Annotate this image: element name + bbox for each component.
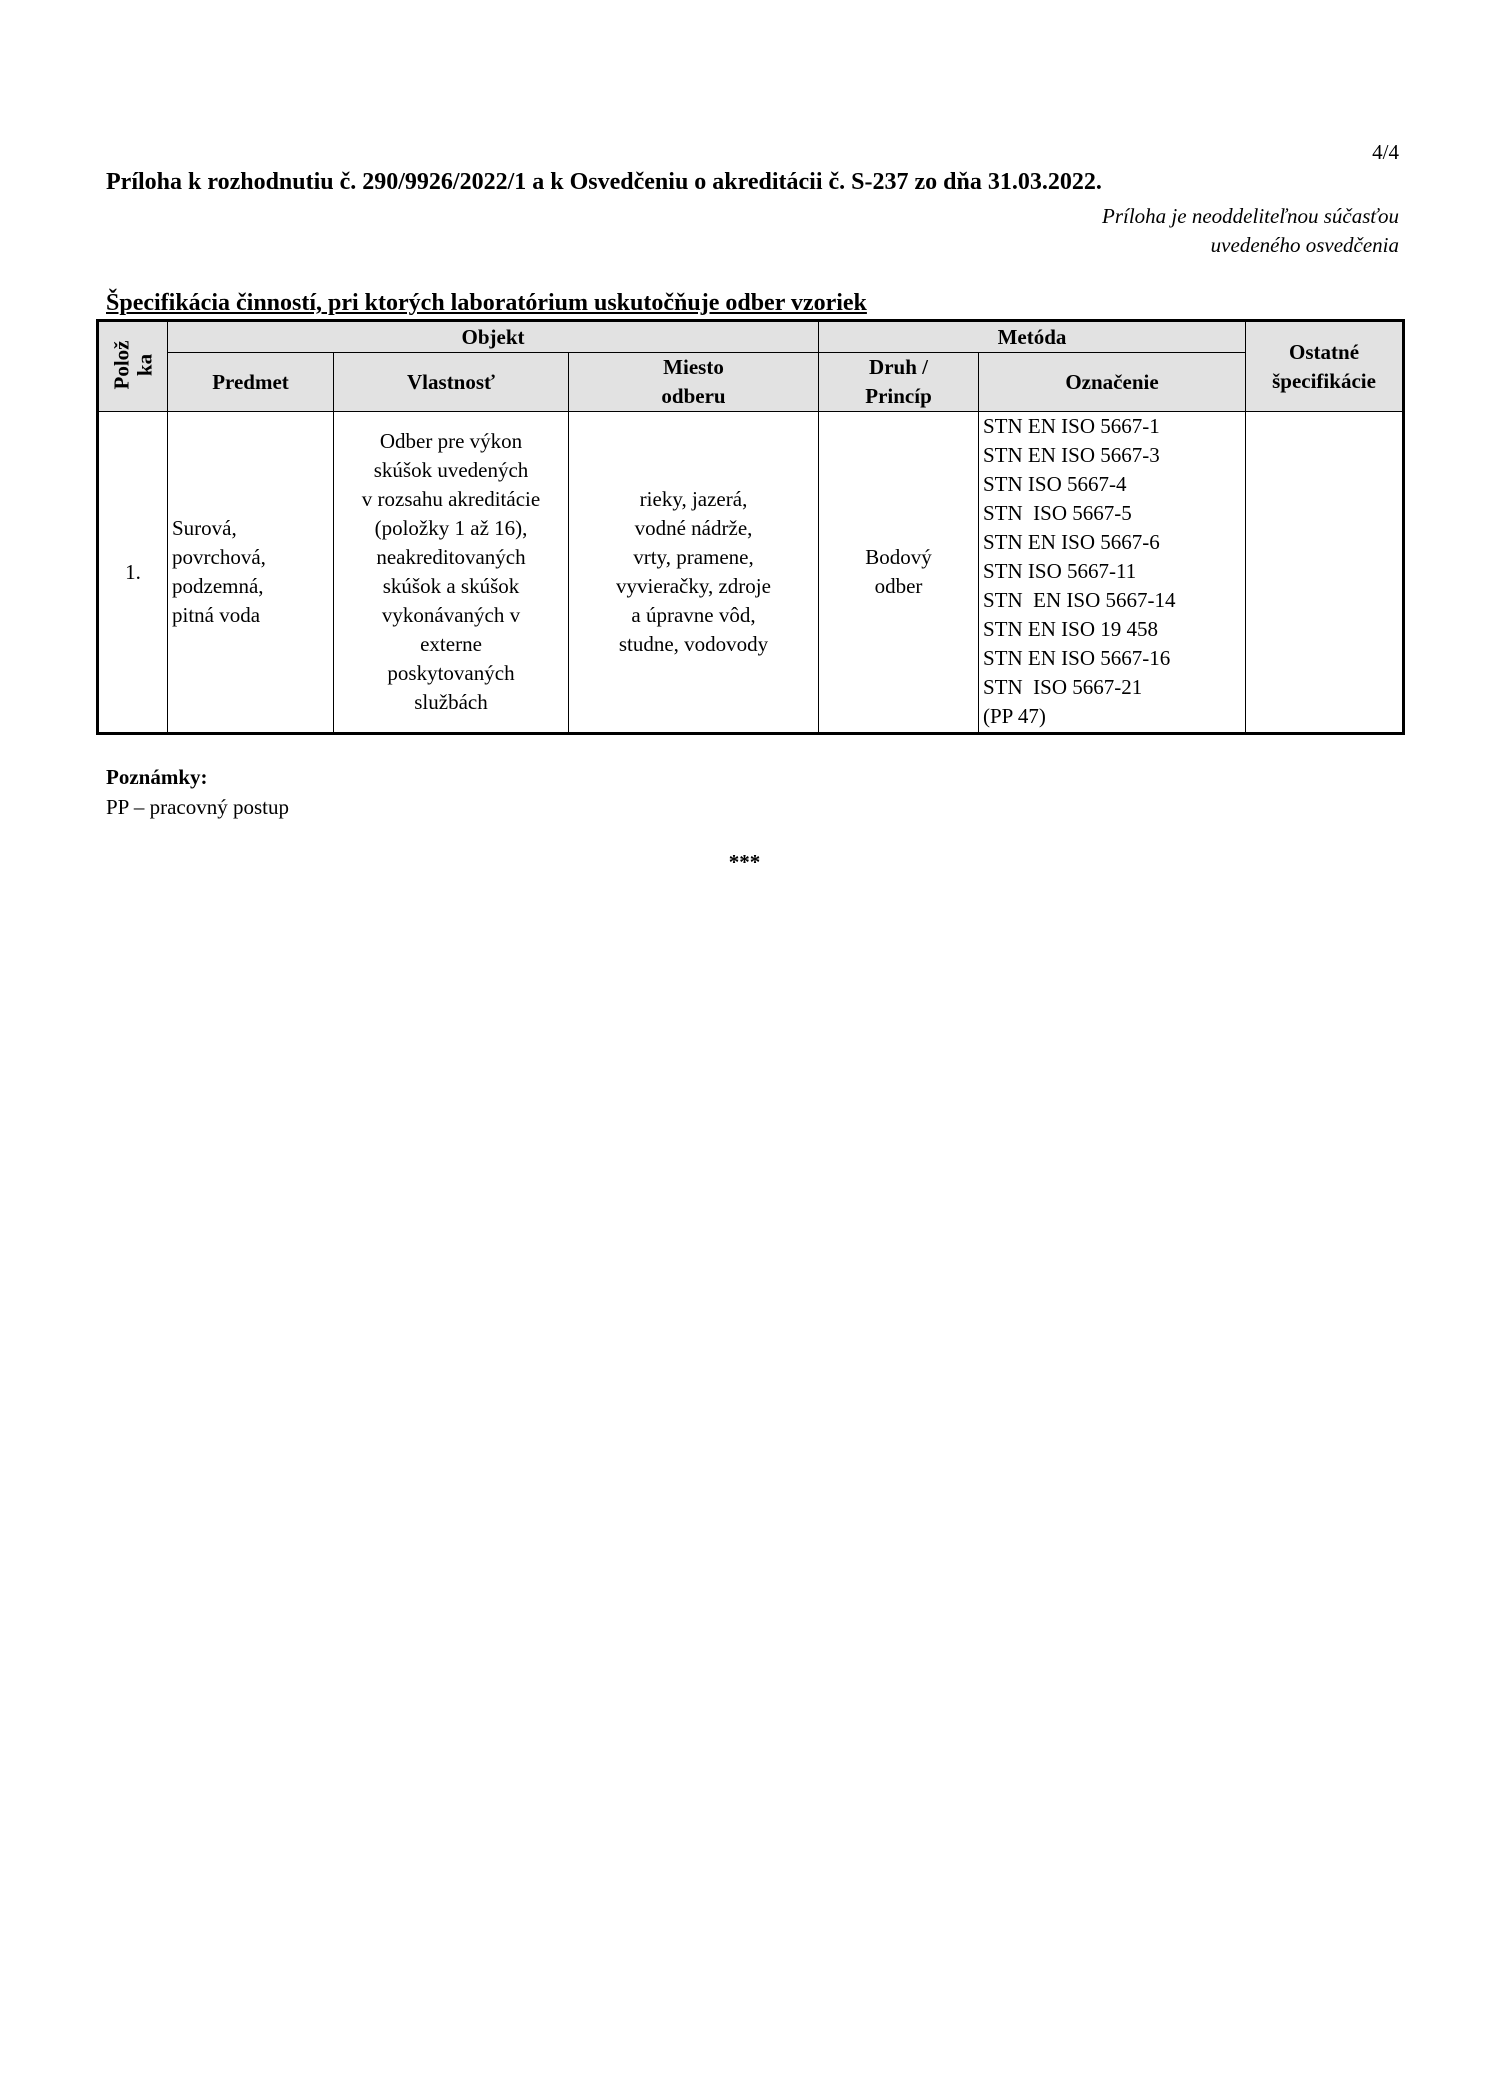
table-row xyxy=(98,412,1404,734)
cell-line: vrty, pramene, xyxy=(633,545,754,569)
cell-line: v rozsahu akreditácie xyxy=(361,487,541,511)
page-number: 4/4 xyxy=(1372,140,1399,164)
header-polozka-label xyxy=(110,341,156,390)
cell-line: Odber pre výkon xyxy=(379,429,523,453)
method-code: STN EN ISO 5667-14 xyxy=(983,588,1176,612)
cell-vlastnost xyxy=(334,412,569,734)
cell-polozka: 1. xyxy=(98,412,168,734)
header-predmet: Predmet xyxy=(168,353,334,412)
section-heading: Špecifikácia činností, pri ktorých laboratórium uskutočňuje odber vzoriek xyxy=(106,290,867,316)
cell-line: vodné nádrže, xyxy=(634,516,753,540)
method-code: STN EN ISO 5667-16 xyxy=(983,646,1171,670)
header-ostatne xyxy=(1246,321,1404,412)
cell-miesto xyxy=(569,412,819,734)
method-code: STN ISO 5667-21 xyxy=(983,675,1143,699)
method-code: STN EN ISO 19 458 xyxy=(983,617,1159,641)
cell-line: vykonávaných v xyxy=(381,603,521,627)
header-druh-line: Druh / xyxy=(869,355,928,379)
document-title: Príloha k rozhodnutiu č. 290/9926/2022/1 a k Osvedčeniu o akreditácii č. S-237 zo dňa 31.03.2022. xyxy=(106,169,1102,195)
specification-table xyxy=(96,319,1405,735)
cell-predmet xyxy=(168,412,334,734)
header-polozka xyxy=(98,321,168,412)
header-oznacenie: Označenie xyxy=(979,353,1246,412)
cell-line: neakreditovaných xyxy=(376,545,526,569)
method-code: STN EN ISO 5667-6 xyxy=(983,530,1160,554)
header-ostatne-line: špecifikácie xyxy=(1272,368,1376,393)
cell-line: studne, vodovody xyxy=(618,632,769,656)
header-ostatne-line: Ostatné xyxy=(1289,339,1360,364)
document-subnote xyxy=(799,202,1399,260)
cell-line: podzemná, xyxy=(172,574,264,598)
header-objekt: Objekt xyxy=(168,321,819,353)
header-polozka-line: ka xyxy=(131,353,156,377)
cell-druh xyxy=(819,412,979,734)
header-polozka-line: Polož xyxy=(108,340,133,390)
method-code: STN ISO 5667-5 xyxy=(983,501,1132,525)
header-miesto-line: Miesto xyxy=(663,355,724,379)
cell-ostatne xyxy=(1246,412,1404,734)
method-code: STN EN ISO 5667-1 xyxy=(983,414,1160,438)
method-code: STN EN ISO 5667-3 xyxy=(983,443,1160,467)
cell-line: externe xyxy=(420,632,482,656)
cell-line: (položky 1 až 16), xyxy=(374,516,528,540)
header-metoda: Metóda xyxy=(819,321,1246,353)
cell-line: skúšok uvedených xyxy=(373,458,529,482)
notes-text: PP – pracovný postup xyxy=(106,795,289,819)
cell-line: pitná voda xyxy=(172,603,261,627)
notes-title: Poznámky: xyxy=(106,765,208,789)
cell-oznacenie xyxy=(979,412,1246,734)
header-druh xyxy=(819,353,979,412)
cell-line: rieky, jazerá, xyxy=(639,487,748,511)
cell-line: poskytovaných xyxy=(387,661,515,685)
cell-line: službách xyxy=(414,690,488,714)
cell-line: povrchová, xyxy=(172,545,266,569)
method-code: (PP 47) xyxy=(983,704,1046,728)
method-code: STN ISO 5667-11 xyxy=(983,559,1137,583)
cell-line: a úpravne vôd, xyxy=(631,603,756,627)
end-mark: *** xyxy=(728,850,761,874)
cell-line: Surová, xyxy=(172,516,237,540)
subnote-line: uvedeného osvedčenia xyxy=(1210,233,1399,257)
method-code: STN ISO 5667-4 xyxy=(983,472,1127,496)
header-druh-line: Princíp xyxy=(865,384,932,408)
cell-line: vyvieračky, zdroje xyxy=(616,574,771,598)
cell-line: Bodový xyxy=(865,545,932,569)
header-miesto-line: odberu xyxy=(661,384,726,408)
subnote-line: Príloha je neoddeliteľnou súčasťou xyxy=(1102,204,1399,228)
header-miesto xyxy=(569,353,819,412)
cell-line: skúšok a skúšok xyxy=(382,574,520,598)
header-vlastnost: Vlastnosť xyxy=(334,353,569,412)
cell-line: odber xyxy=(874,574,923,598)
